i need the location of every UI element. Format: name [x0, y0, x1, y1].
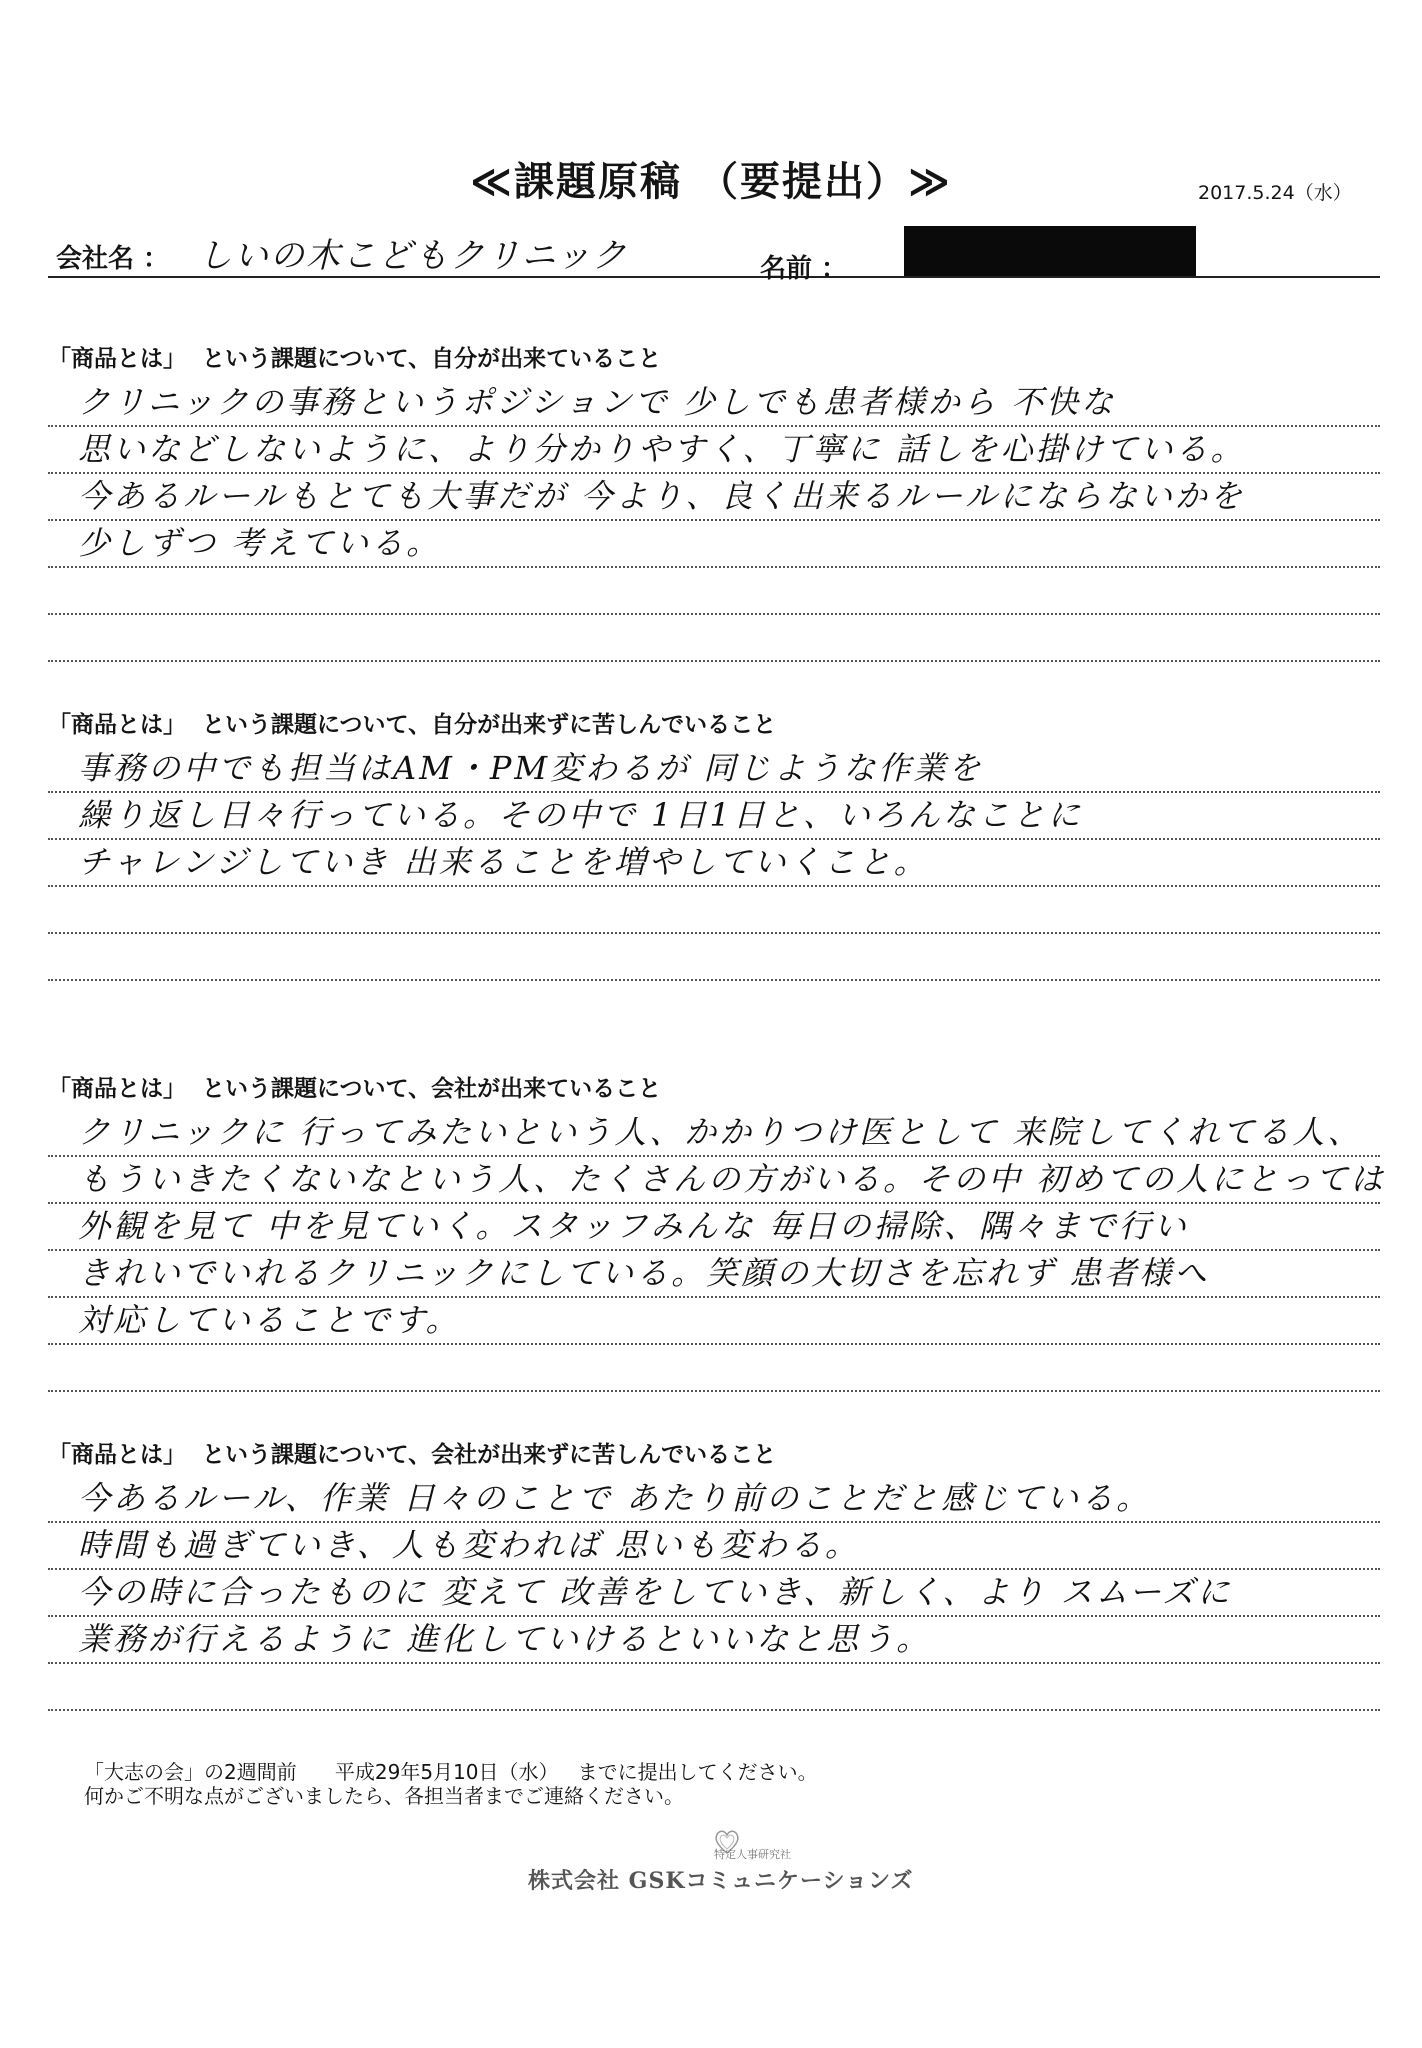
writing-lines [48, 1476, 1380, 1711]
ruled-line [48, 746, 1380, 793]
handwritten-line: 外観を見て 中を見ていく。スタッフみんな 毎日の掃除、隅々まで行い [78, 1207, 1189, 1245]
logo-subtext: 特定人事研究社 [714, 1848, 791, 1861]
ruled-line [48, 1476, 1380, 1523]
section-heading: 「商品とは」 という課題について、会社が出来ていること [48, 1076, 662, 1102]
writing-lines [48, 746, 1380, 981]
ruled-line [48, 1570, 1380, 1617]
ruled-line [48, 474, 1380, 521]
company-logo-name: 株式会社 GSKコミュニケーションズ [528, 1868, 914, 1894]
section-heading: 「商品とは」 という課題について、会社が出来ずに苦しんでいること [48, 1442, 777, 1468]
name-label: 名前 ： [760, 254, 848, 284]
ruled-line [48, 1345, 1380, 1392]
ruled-line [48, 615, 1380, 662]
section-heading: 「商品とは」 という課題について、自分が出来ずに苦しんでいること [48, 712, 777, 738]
document-date: 2017.5.24（水） [1198, 182, 1352, 204]
handwritten-line: クリニックに 行ってみたいという人、かかりつけ医として 来院してくれてる人、 [78, 1113, 1363, 1151]
ruled-line [48, 427, 1380, 474]
submission-notes [84, 1760, 818, 1808]
handwritten-line: 思いなどしないように、より分かりやすく、丁寧に 話しを心掛けている。 [78, 430, 1246, 468]
handwritten-line: チャレンジしていき 出来ることを増やしていくこと。 [78, 843, 929, 881]
ruled-line [48, 1251, 1380, 1298]
handwritten-line: 今あるルール、作業 日々のことで あたり前のことだと感じている。 [78, 1479, 1152, 1517]
ruled-line [48, 1204, 1380, 1251]
ruled-line [48, 1298, 1380, 1345]
handwritten-line: 繰り返し日々行っている。その中で 1日1日と、いろんなことに [78, 796, 1083, 834]
writing-lines [48, 380, 1380, 662]
ruled-line [48, 1523, 1380, 1570]
handwritten-line: 今の時に合ったものに 変えて 改善をしていき、新しく、より スムーズに [78, 1573, 1233, 1611]
ruled-line [48, 793, 1380, 840]
ruled-line [48, 568, 1380, 615]
handwritten-line: きれいでいれるクリニックにしている。笑顔の大切さを忘れず 患者様へ [78, 1254, 1210, 1292]
section-heading: 「商品とは」 という課題について、自分が出来ていること [48, 346, 662, 372]
handwritten-line: 事務の中でも担当はAM・PM変わるが 同じような作業を [78, 749, 984, 787]
ruled-line [48, 1617, 1380, 1664]
document-title: ≪課題原稿 （要提出）≫ [470, 159, 952, 205]
handwritten-line: クリニックの事務というポジションで 少しでも患者様から 不快な [78, 383, 1116, 421]
name-redaction-box [904, 226, 1196, 276]
ruled-line [48, 840, 1380, 887]
company-label: 会社名 ： [56, 244, 170, 274]
ruled-line [48, 887, 1380, 934]
ruled-line [48, 1110, 1380, 1157]
deadline-note: 「大志の会」の2週間前 平成29年5月10日（水） までに提出してください。 [84, 1760, 818, 1784]
ruled-line [48, 380, 1380, 427]
header-row [48, 222, 1380, 284]
contact-note: 何かご不明な点がございましたら、各担当者までご連絡ください。 [84, 1784, 684, 1808]
ruled-line [48, 521, 1380, 568]
handwritten-line: 少しずつ 考えている。 [78, 524, 442, 562]
handwritten-line: 対応していることです。 [78, 1301, 461, 1339]
ruled-line [48, 1157, 1386, 1204]
ruled-line [48, 934, 1380, 981]
ruled-line [48, 1664, 1380, 1711]
handwritten-line: 業務が行えるように 進化していけるといいなと思う。 [78, 1620, 932, 1658]
company-name-handwritten: しいの木こどもクリニック [198, 236, 628, 276]
handwritten-line: 時間も過ぎていき、人も変われば 思いも変わる。 [78, 1526, 860, 1564]
handwritten-line: 今あるルールもとても大事だが 今より、良く出来るルールにならないかを [78, 477, 1245, 515]
writing-lines [48, 1110, 1386, 1392]
handwritten-line: もういきたくないなという人、たくさんの方がいる。その中 初めての人にとっては [78, 1160, 1386, 1198]
